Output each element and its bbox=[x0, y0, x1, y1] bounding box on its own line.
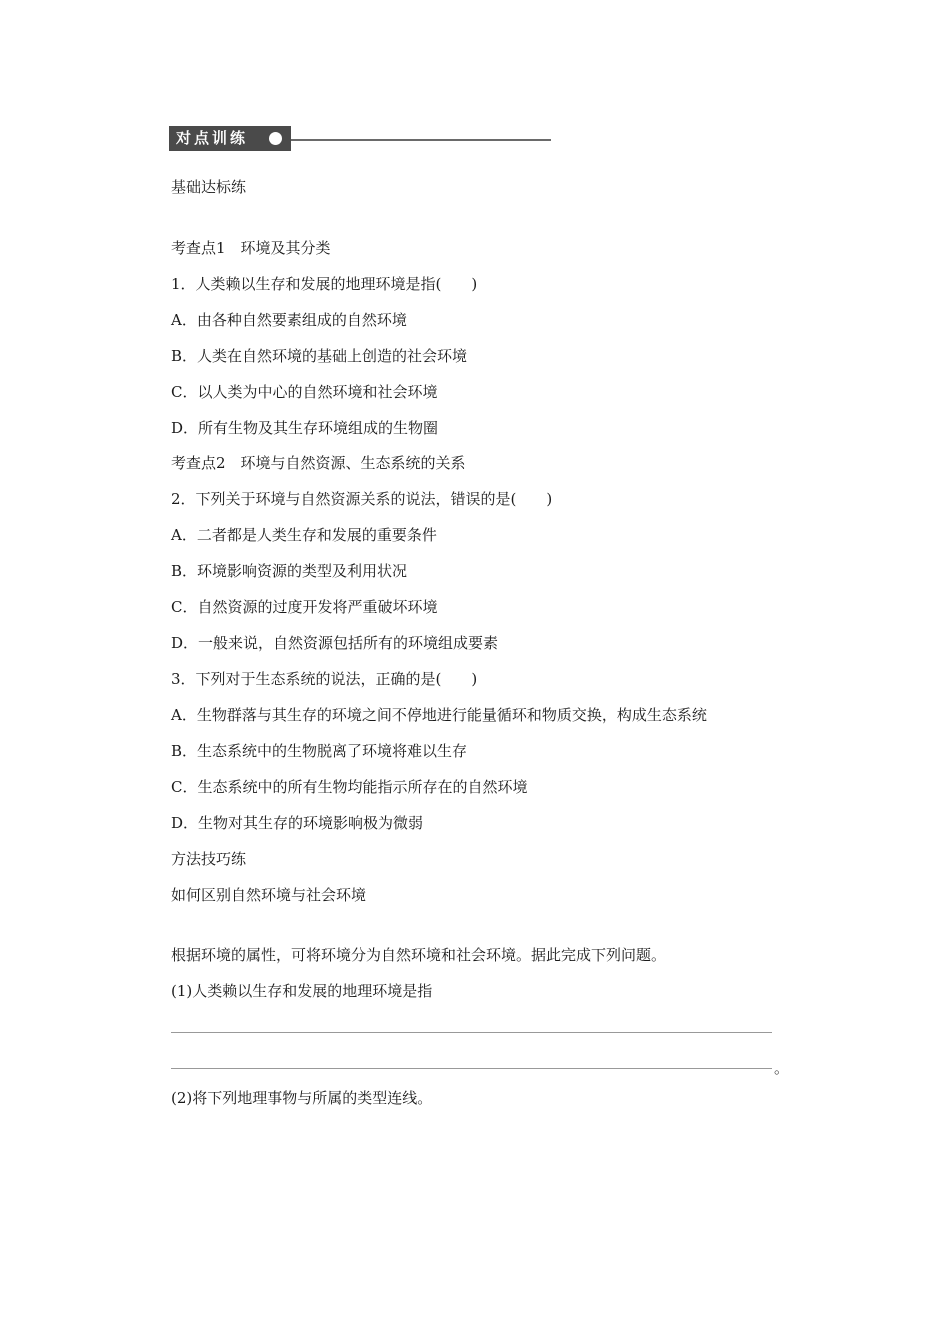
q4-part2: (2)将下列地理事物与所属的类型连线。 bbox=[171, 1089, 433, 1107]
q1-option-a: A．由各种自然要素组成的自然环境 bbox=[171, 311, 407, 329]
answer-blank-line-1[interactable] bbox=[171, 1032, 772, 1033]
section-header bbox=[169, 126, 551, 152]
q3-option-a: A．生物群落与其生存的环境之间不停地进行能量循环和物质交换，构成生态系统 bbox=[171, 706, 707, 724]
q3-option-d: D．生物对其生存的环境影响极为微弱 bbox=[171, 814, 424, 832]
q3-stem: 3．下列对于生态系统的说法，正确的是( ) bbox=[171, 670, 478, 688]
section-header-tag: 对点训练 bbox=[169, 126, 291, 151]
q3-option-c: C．生态系统中的所有生物均能指示所存在的自然环境 bbox=[171, 778, 528, 796]
q4-intro: 根据环境的属性，可将环境分为自然环境和社会环境。据此完成下列问题。 bbox=[171, 946, 667, 964]
method-topic-title: 如何区别自然环境与社会环境 bbox=[171, 886, 367, 904]
bullet-dot-icon bbox=[269, 132, 282, 145]
q2-option-c: C．自然资源的过度开发将严重破坏环境 bbox=[171, 598, 438, 616]
q4-part1: (1)人类赖以生存和发展的地理环境是指 bbox=[171, 982, 433, 1000]
answer-end-mark: 。 bbox=[774, 1059, 790, 1077]
q1-option-c: C．以人类为中心的自然环境和社会环境 bbox=[171, 383, 438, 401]
q2-stem: 2．下列关于环境与自然资源关系的说法，错误的是( ) bbox=[171, 490, 553, 508]
q2-option-b: B．环境影响资源的类型及利用状况 bbox=[171, 562, 408, 580]
answer-blank-line-2[interactable] bbox=[171, 1068, 772, 1069]
section-method-title: 方法技巧练 bbox=[171, 850, 247, 868]
q1-stem: 1．人类赖以生存和发展的地理环境是指( ) bbox=[171, 275, 478, 293]
q1-option-d: D．所有生物及其生存环境组成的生物圈 bbox=[171, 419, 439, 437]
q1-option-b: B．人类在自然环境的基础上创造的社会环境 bbox=[171, 347, 468, 365]
point1-title: 考查点1 环境及其分类 bbox=[171, 239, 331, 257]
header-rule bbox=[291, 139, 551, 141]
section-basic-title: 基础达标练 bbox=[171, 178, 247, 196]
q2-option-d: D．一般来说，自然资源包括所有的环境组成要素 bbox=[171, 634, 499, 652]
q3-option-b: B．生态系统中的生物脱离了环境将难以生存 bbox=[171, 742, 468, 760]
point2-title: 考查点2 环境与自然资源、生态系统的关系 bbox=[171, 454, 466, 472]
q2-option-a: A．二者都是人类生存和发展的重要条件 bbox=[171, 526, 437, 544]
